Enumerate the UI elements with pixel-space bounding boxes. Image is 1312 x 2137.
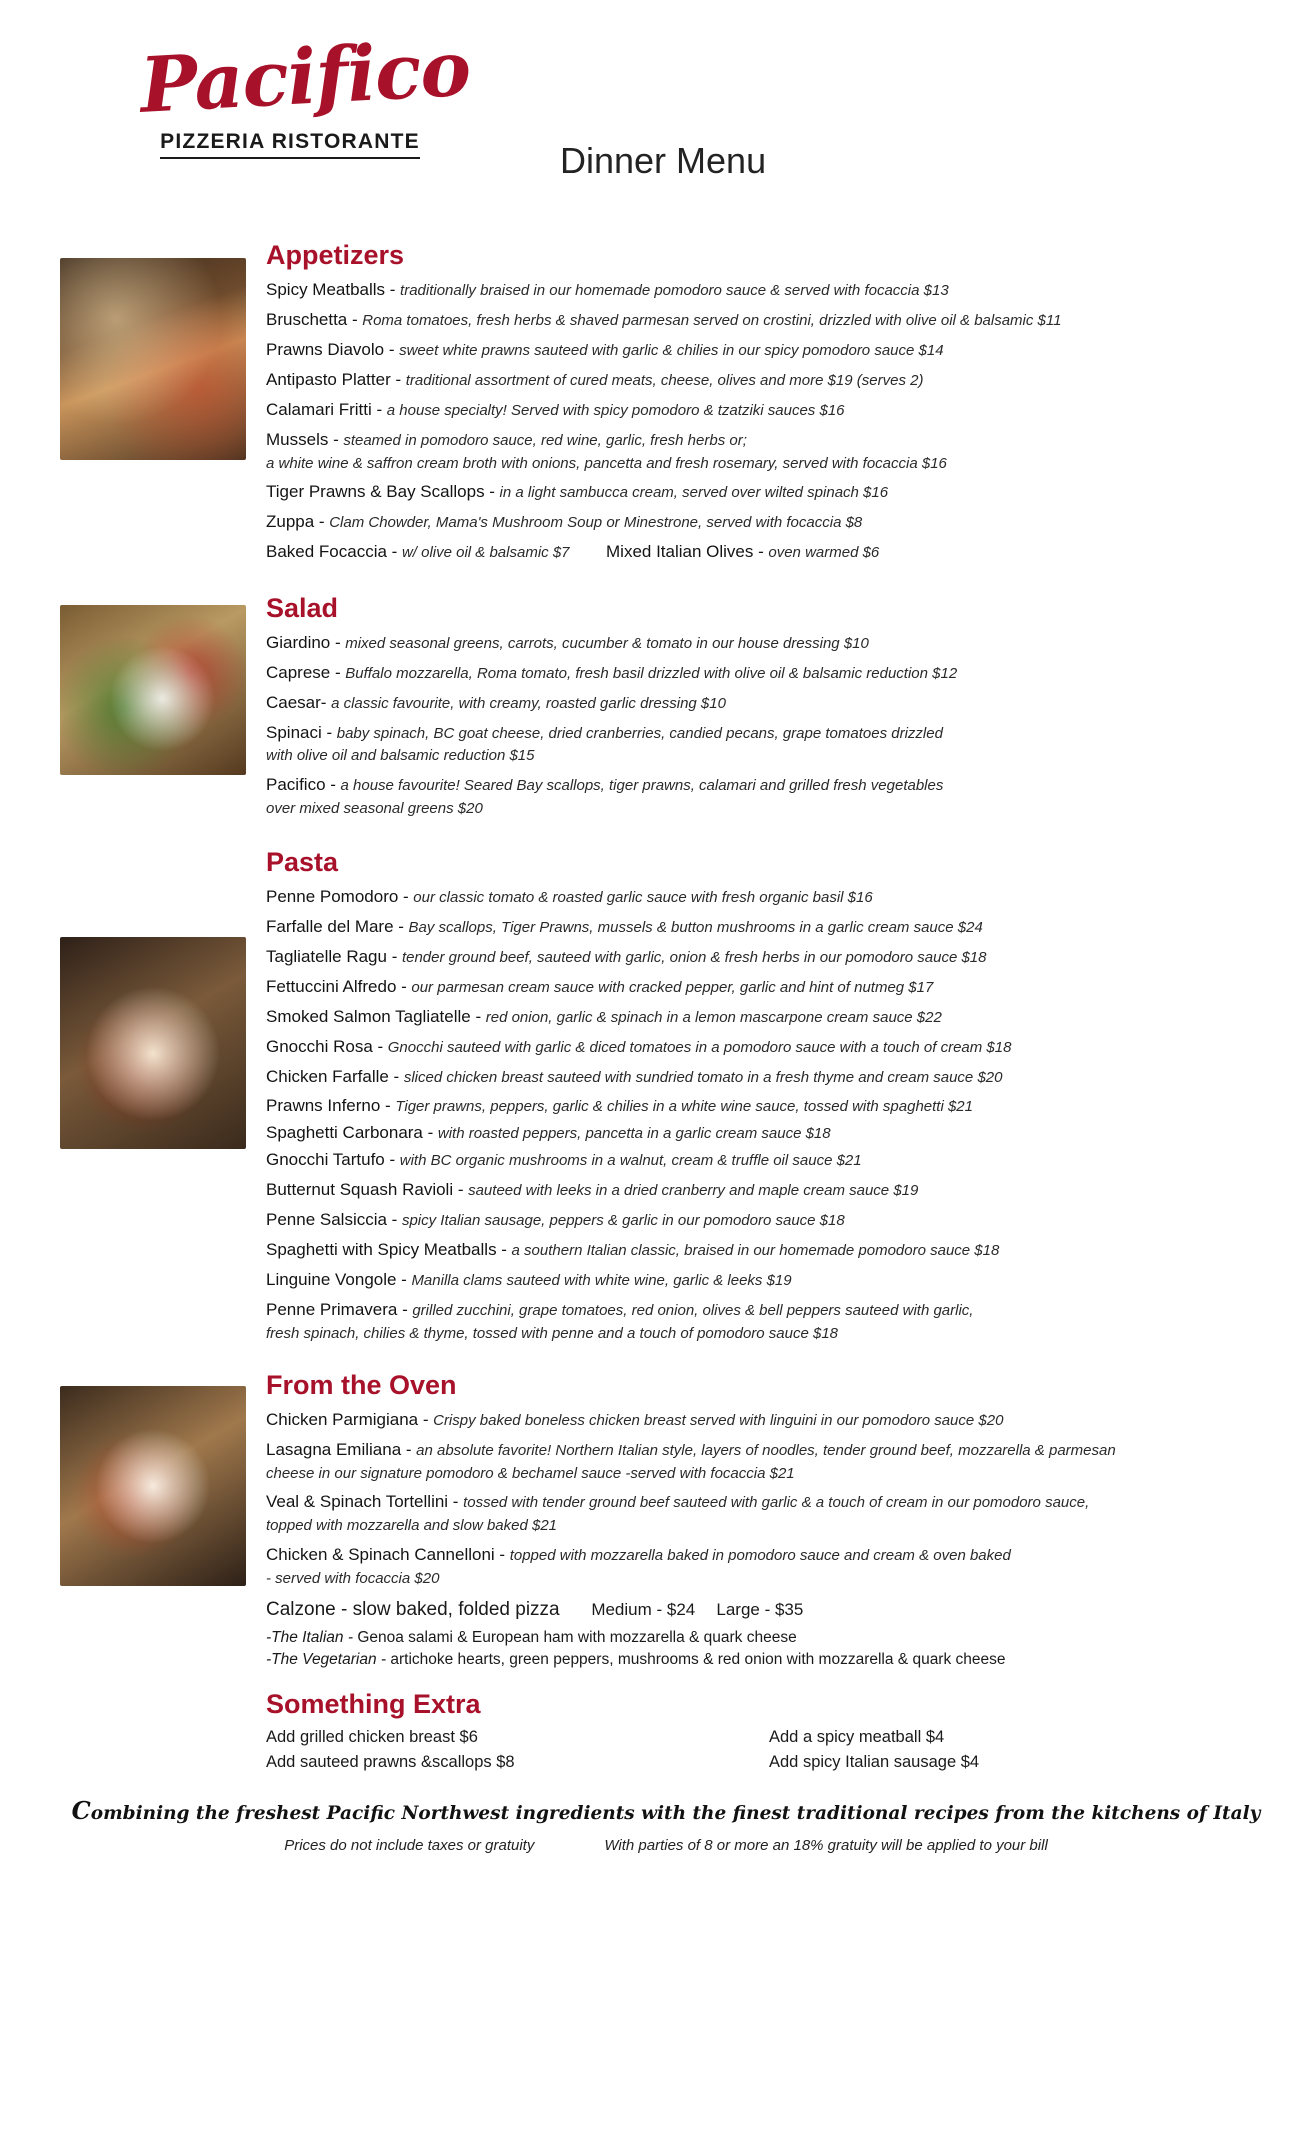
section-from-the-oven bbox=[60, 1370, 1272, 1669]
tagline-dropcap: C bbox=[71, 1795, 91, 1825]
item-desc: our classic tomato & roasted garlic sauce with fresh organic basil $16 bbox=[413, 888, 873, 906]
section-heading-extra: Something Extra bbox=[266, 1688, 481, 1719]
item-desc: traditionally braised in our homemade pomodoro sauce & served with focaccia $13 bbox=[400, 282, 949, 299]
item-name: Spinaci - bbox=[266, 722, 333, 742]
item-name: Prawns Inferno - bbox=[266, 1096, 391, 1116]
appetizer-photo bbox=[60, 258, 246, 460]
item-name: Fettuccini Alfredo - bbox=[266, 976, 407, 996]
item-name: Spicy Meatballs - bbox=[266, 280, 396, 299]
menu-item bbox=[266, 429, 1262, 474]
variant-label: -The Italian - bbox=[266, 1628, 354, 1646]
menu-item bbox=[266, 1409, 1262, 1432]
item-desc: Manilla clams sauteed with white wine, garlic & leeks $19 bbox=[411, 1272, 792, 1290]
footer-tagline bbox=[60, 1796, 1272, 1825]
menu-item bbox=[266, 309, 1262, 332]
item-name: Baked Focaccia - bbox=[266, 541, 398, 561]
item-name: Chicken Parmigiana - bbox=[266, 1410, 429, 1430]
section-pasta bbox=[60, 847, 1272, 1344]
item-desc: with roasted peppers, pancetta in a garlic cream sauce $18 bbox=[437, 1125, 831, 1143]
section-heading-pasta: Pasta bbox=[266, 846, 339, 877]
variant-label: -The Vegetarian - bbox=[266, 1650, 387, 1668]
item-name: Chicken Farfalle - bbox=[266, 1066, 400, 1086]
menu-item bbox=[266, 1491, 1262, 1536]
item-desc: sweet white prawns sauteed with garlic & chilies in our spicy pomodoro sauce $14 bbox=[399, 341, 944, 359]
item-desc: a house favourite! Seared Bay scallops, tiger prawns, calamari and grilled fresh vegetables over mixed seasonal greens $20 bbox=[266, 776, 944, 817]
menu-item bbox=[266, 1095, 1262, 1118]
footer-note-right: With parties of 8 or more an 18% gratuity will be applied to your bill bbox=[604, 1836, 1048, 1854]
item-name: Tagliatelle Ragu - bbox=[266, 946, 398, 966]
menu-item bbox=[266, 1122, 1262, 1145]
extra-item: Add sauteed prawns &scallops $8 bbox=[266, 1752, 515, 1771]
menu-item bbox=[266, 1149, 1262, 1172]
item-desc: baby spinach, BC goat cheese, dried cranberries, candied pecans, grape tomatoes drizzled with olive oil and balsamic reduction $15 bbox=[266, 724, 943, 765]
item-desc: tender ground beef, sauteed with garlic, onion & fresh herbs in our pomodoro sauce $18 bbox=[401, 948, 987, 966]
item-name: Antipasto Platter - bbox=[266, 369, 402, 389]
footer-note-left: Prices do not include taxes or gratuity bbox=[284, 1836, 535, 1854]
item-desc: traditional assortment of cured meats, cheese, olives and more $19 (serves 2) bbox=[405, 371, 924, 389]
item-name: Calzone - bbox=[266, 1598, 348, 1620]
item-name: Caesar- bbox=[266, 692, 327, 712]
menu-item bbox=[266, 632, 1262, 655]
item-desc: oven warmed $6 bbox=[768, 543, 880, 561]
menu-item bbox=[266, 916, 1262, 939]
extra-item: Add spicy Italian sausage $4 bbox=[769, 1752, 980, 1771]
variant-desc: artichoke hearts, green peppers, mushrooms & red onion with mozzarella & quark cheese bbox=[390, 1650, 1006, 1668]
menu-item bbox=[266, 722, 1262, 767]
item-desc: tossed with tender ground beef sauteed with garlic & a touch of cream in our pomodoro sauce, topped with mozzarella and slow baked $21 bbox=[266, 1494, 1090, 1535]
item-desc: grilled zucchini, grape tomatoes, red onion, olives & bell peppers sauteed with garlic, fresh spinach, chilies & thyme, tossed with penne and a touch of pomodoro sauce $18 bbox=[266, 1302, 974, 1342]
extra-items bbox=[266, 1728, 1272, 1778]
item-desc: Crispy baked boneless chicken breast served with linguini in our pomodoro sauce $20 bbox=[433, 1412, 1004, 1430]
item-desc: Bay scallops, Tiger Prawns, mussels & button mushrooms in a garlic cream sauce $24 bbox=[408, 918, 983, 936]
calzone-variant bbox=[266, 1629, 1262, 1647]
section-something-extra bbox=[60, 1689, 1272, 1778]
item-name: Bruschetta - bbox=[266, 309, 358, 329]
calzone-item bbox=[266, 1599, 1262, 1621]
item-desc: w/ olive oil & balsamic $7 bbox=[401, 543, 570, 561]
menu-body bbox=[0, 240, 1312, 1854]
item-name: Veal & Spinach Tortellini - bbox=[266, 1492, 459, 1512]
menu-item bbox=[266, 511, 1262, 534]
section-heading-appetizers: Appetizers bbox=[266, 240, 405, 270]
item-desc: Gnocchi sauteed with garlic & diced tomatoes in a pomodoro sauce with a touch of cream $18 bbox=[387, 1038, 1012, 1056]
logo-subtitle: PIZZERIA RISTORANTE bbox=[160, 130, 420, 159]
appetizer-bottom-row bbox=[266, 541, 1272, 571]
item-desc: our parmesan cream sauce with cracked pepper, garlic and hint of nutmeg $17 bbox=[411, 978, 934, 996]
tagline-text: ombining the freshest Pacific Northwest ingredients with the finest traditional recipes from the kitchens of Italy bbox=[90, 1802, 1261, 1824]
item-name: Spaghetti Carbonara - bbox=[266, 1123, 434, 1143]
menu-item bbox=[266, 481, 1262, 504]
menu-item bbox=[266, 339, 1262, 362]
menu-item bbox=[266, 1439, 1262, 1484]
item-name: Penne Pomodoro - bbox=[266, 886, 409, 906]
logo bbox=[137, 23, 473, 159]
item-desc: a classic favourite, with creamy, roasted garlic dressing $10 bbox=[331, 694, 726, 712]
item-name: Calamari Fritti - bbox=[266, 399, 383, 419]
calzone-variant bbox=[266, 1651, 1262, 1669]
menu-item bbox=[266, 1066, 1262, 1089]
oven-items bbox=[266, 1409, 1272, 1669]
item-name: Linguine Vongole - bbox=[266, 1270, 407, 1290]
item-desc: a house specialty! Served with spicy pomodoro & tzatziki sauces $16 bbox=[386, 401, 845, 419]
item-name: Smoked Salmon Tagliatelle - bbox=[266, 1006, 482, 1026]
menu-header bbox=[0, 0, 1312, 240]
item-desc: with BC organic mushrooms in a walnut, cream & truffle oil sauce $21 bbox=[399, 1152, 862, 1170]
item-desc: an absolute favorite! Northern Italian style, layers of noodles, tender ground beef, mozzarella & parmesan cheese in our signature pomodoro & bechamel sauce -served with focaccia $21 bbox=[266, 1442, 1116, 1483]
menu-item bbox=[266, 1299, 1262, 1344]
item-desc: in a light sambucca cream, served over wilted spinach $16 bbox=[499, 483, 889, 501]
item-name: Caprese - bbox=[266, 662, 341, 682]
menu-item bbox=[266, 692, 1262, 715]
item-desc: Roma tomatoes, fresh herbs & shaved parmesan served on crostini, drizzled with olive oil & balsamic $11 bbox=[362, 311, 1062, 329]
menu-item bbox=[266, 976, 1262, 999]
item-desc: a southern Italian classic, braised in our homemade pomodoro sauce $18 bbox=[511, 1242, 1000, 1260]
item-name: Butternut Squash Ravioli - bbox=[266, 1180, 464, 1200]
item-desc: topped with mozzarella baked in pomodoro sauce and cream & oven baked - served with focaccia $20 bbox=[266, 1546, 1011, 1587]
item-name: Penne Salsiccia - bbox=[266, 1210, 398, 1230]
menu-item bbox=[606, 541, 879, 564]
menu-item bbox=[266, 279, 1262, 302]
menu-item bbox=[266, 399, 1262, 422]
item-name: Gnocchi Tartufo - bbox=[266, 1150, 396, 1170]
item-desc: sliced chicken breast sauteed with sundried tomato in a fresh thyme and cream sauce $20 bbox=[403, 1068, 1003, 1086]
extra-item: Add a spicy meatball $4 bbox=[769, 1727, 945, 1746]
menu-item bbox=[266, 946, 1262, 969]
item-name: Chicken & Spinach Cannelloni - bbox=[266, 1544, 506, 1564]
item-name: Farfalle del Mare - bbox=[266, 916, 404, 936]
item-desc: Buffalo mozzarella, Roma tomato, fresh basil drizzled with olive oil & balsamic reduction $12 bbox=[345, 664, 958, 682]
menu-item bbox=[266, 1239, 1262, 1262]
menu-footer bbox=[60, 1796, 1272, 1854]
appetizer-items bbox=[266, 279, 1272, 534]
logo-wordmark: Pacifico bbox=[137, 23, 473, 130]
item-desc: mixed seasonal greens, carrots, cucumber & tomato in our house dressing $10 bbox=[345, 634, 869, 652]
item-desc: red onion, garlic & spinach in a lemon mascarpone cream sauce $22 bbox=[485, 1008, 942, 1026]
section-heading-salad: Salad bbox=[266, 592, 339, 623]
item-name: Pacifico - bbox=[266, 774, 336, 794]
item-name: Prawns Diavolo - bbox=[266, 339, 395, 359]
item-desc: steamed in pomodoro sauce, red wine, garlic, fresh herbs or; a white wine & saffron cream broth with onions, pancetta and fresh rosemary, served with focaccia $16 bbox=[266, 431, 947, 472]
calzone-large-price: Large - $35 bbox=[716, 1599, 804, 1619]
menu-item bbox=[266, 369, 1262, 392]
oven-photo bbox=[60, 1386, 246, 1586]
item-name: Giardino - bbox=[266, 632, 341, 652]
salad-photo bbox=[60, 605, 246, 775]
pasta-items bbox=[266, 886, 1272, 1344]
item-name: Mussels - bbox=[266, 429, 339, 449]
item-name: Zuppa - bbox=[266, 511, 325, 531]
extra-item: Add grilled chicken breast $6 bbox=[266, 1727, 478, 1746]
item-name: Tiger Prawns & Bay Scallops - bbox=[266, 481, 495, 501]
menu-item bbox=[266, 1269, 1262, 1292]
pasta-photo bbox=[60, 937, 246, 1149]
menu-item bbox=[266, 662, 1262, 685]
calzone-medium-price: Medium - $24 bbox=[591, 1599, 696, 1619]
page-title: Dinner Menu bbox=[560, 140, 767, 181]
menu-item bbox=[266, 1036, 1262, 1059]
item-name: Penne Primavera - bbox=[266, 1300, 408, 1320]
footer-notes bbox=[60, 1837, 1272, 1854]
menu-item bbox=[266, 1544, 1262, 1589]
menu-item bbox=[266, 1179, 1262, 1202]
item-name: Lasagna Emiliana - bbox=[266, 1440, 412, 1460]
item-desc: Tiger prawns, peppers, garlic & chilies in a white wine sauce, tossed with spaghetti $21 bbox=[395, 1098, 973, 1116]
section-salad bbox=[60, 593, 1272, 819]
item-name: Spaghetti with Spicy Meatballs - bbox=[266, 1240, 507, 1260]
menu-item bbox=[266, 1209, 1262, 1232]
item-desc: sauteed with leeks in a dried cranberry and maple cream sauce $19 bbox=[468, 1182, 919, 1200]
section-appetizers bbox=[60, 240, 1272, 571]
menu-item bbox=[266, 1006, 1262, 1029]
item-name: Gnocchi Rosa - bbox=[266, 1036, 384, 1056]
salad-items bbox=[266, 632, 1272, 819]
variant-desc: Genoa salami & European ham with mozzarella & quark cheese bbox=[357, 1628, 797, 1646]
item-desc: Clam Chowder, Mama's Mushroom Soup or Minestrone, served with focaccia $8 bbox=[329, 513, 863, 531]
menu-item bbox=[266, 886, 1262, 909]
item-name: Mixed Italian Olives - bbox=[606, 541, 764, 561]
menu-item bbox=[266, 541, 606, 564]
item-desc: spicy Italian sausage, peppers & garlic in our pomodoro sauce $18 bbox=[401, 1212, 845, 1230]
item-desc: slow baked, folded pizza bbox=[352, 1598, 560, 1620]
menu-item bbox=[266, 774, 1262, 819]
section-heading-oven: From the Oven bbox=[266, 1370, 457, 1401]
